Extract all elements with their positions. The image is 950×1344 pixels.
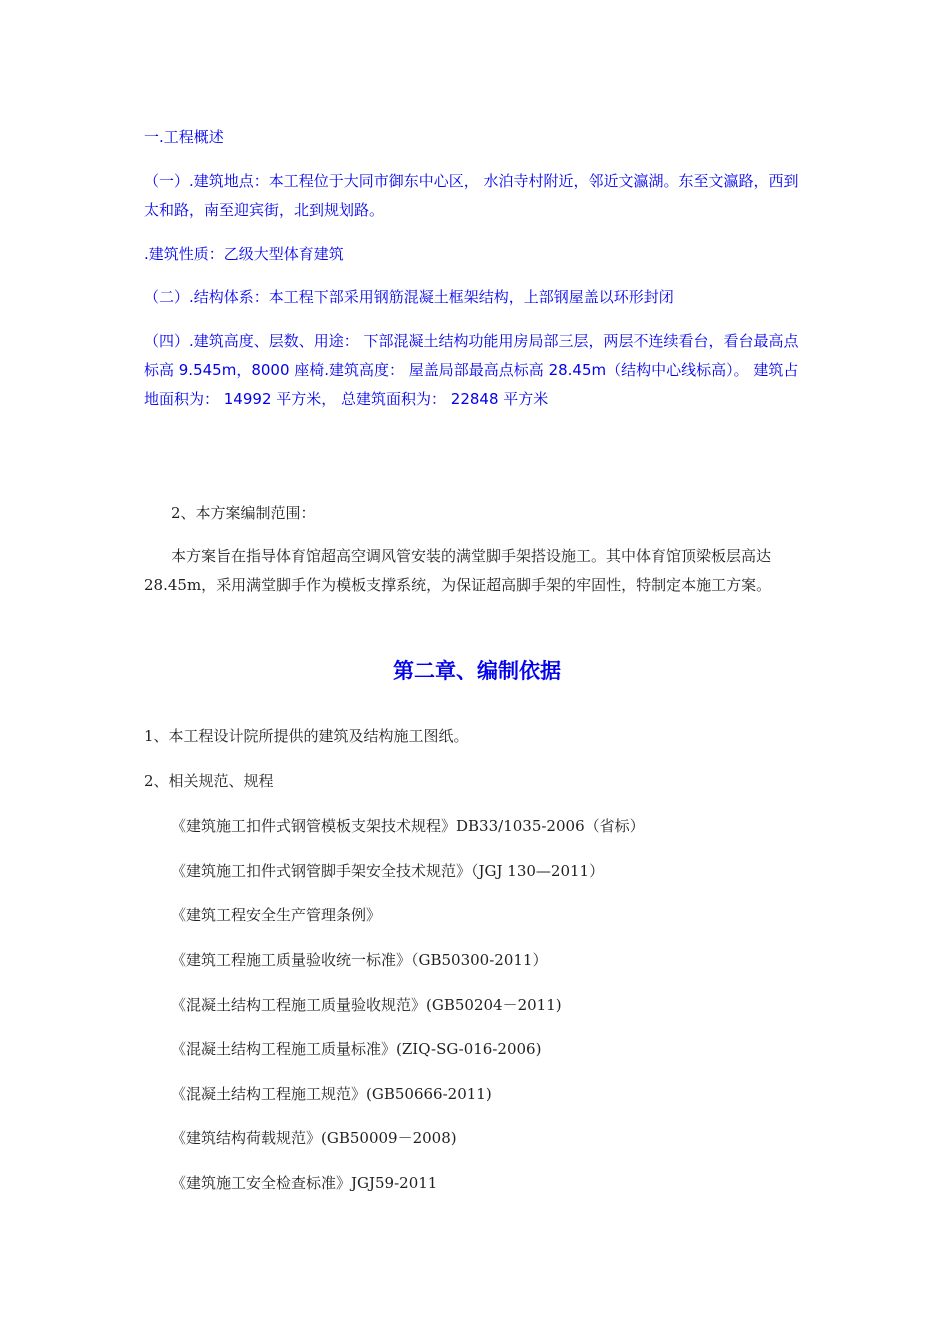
section-heading-project-overview: 一.工程概述	[144, 128, 224, 146]
standard-item: 《建筑施工安全检查标准》JGJ59-2011	[171, 1174, 438, 1192]
standard-item: 《建筑工程安全生产管理条例》	[171, 906, 382, 924]
chapter-title: 第二章、编制依据	[393, 659, 561, 683]
standard-item: 《建筑施工扣件式钢管脚手架安全技术规范》（JGJ 130—2011）	[171, 862, 605, 880]
standard-item: 《建筑施工扣件式钢管模板支架技术规程》DB33/1035-2006（省标）	[171, 817, 645, 835]
list-item-related-standards: 2、相关规范、规程	[144, 772, 274, 790]
section-heading-scope: 2、本方案编制范围：	[171, 504, 316, 522]
list-item-design-drawings: 1、本工程设计院所提供的建筑及结构施工图纸。	[144, 727, 469, 745]
paragraph-scope-body: 本方案旨在指导体育馆超高空调风管安装的满堂脚手架搭设施工。其中体育馆顶梁板层高达 28.45m，采用满堂脚手作为模板支撑系统，为保证超高脚手架的牢固性，特制定本施工方案。	[144, 547, 772, 594]
paragraph-building-height: （四）.建筑高度、层数、用途： 下部混凝土结构功能用房局部三层，两层不连续看台，看台最高点标高 9.545m，8000 座椅.建筑高度： 屋盖局部最高点标高 28.45m（结构中心线标高）。 建筑占地面积为： 14992 平方米， 总建筑面积为： 22848 平方米	[144, 332, 799, 408]
paragraph-building-location: （一）.建筑地点：本工程位于大同市御东中心区， 水泊寺村附近，邻近文瀛湖。东至文瀛路，西到太和路，南至迎宾街，北到规划路。	[144, 172, 799, 219]
standard-item: 《混凝土结构工程施工质量标准》(ZIQ-SG-016-2006)	[171, 1040, 542, 1058]
paragraph-building-nature: .建筑性质：乙级大型体育建筑	[144, 245, 344, 263]
paragraph-structure-system: （二）.结构体系：本工程下部采用钢筋混凝土框架结构，上部钢屋盖以环形封闭	[144, 288, 674, 306]
standard-item: 《建筑工程施工质量验收统一标准》（GB50300-2011）	[171, 951, 548, 969]
standard-item: 《建筑结构荷载规范》(GB50009－2008)	[171, 1129, 457, 1147]
standard-item: 《混凝土结构工程施工规范》(GB50666-2011)	[171, 1085, 492, 1103]
standard-item: 《混凝土结构工程施工质量验收规范》(GB50204－2011)	[171, 996, 562, 1014]
